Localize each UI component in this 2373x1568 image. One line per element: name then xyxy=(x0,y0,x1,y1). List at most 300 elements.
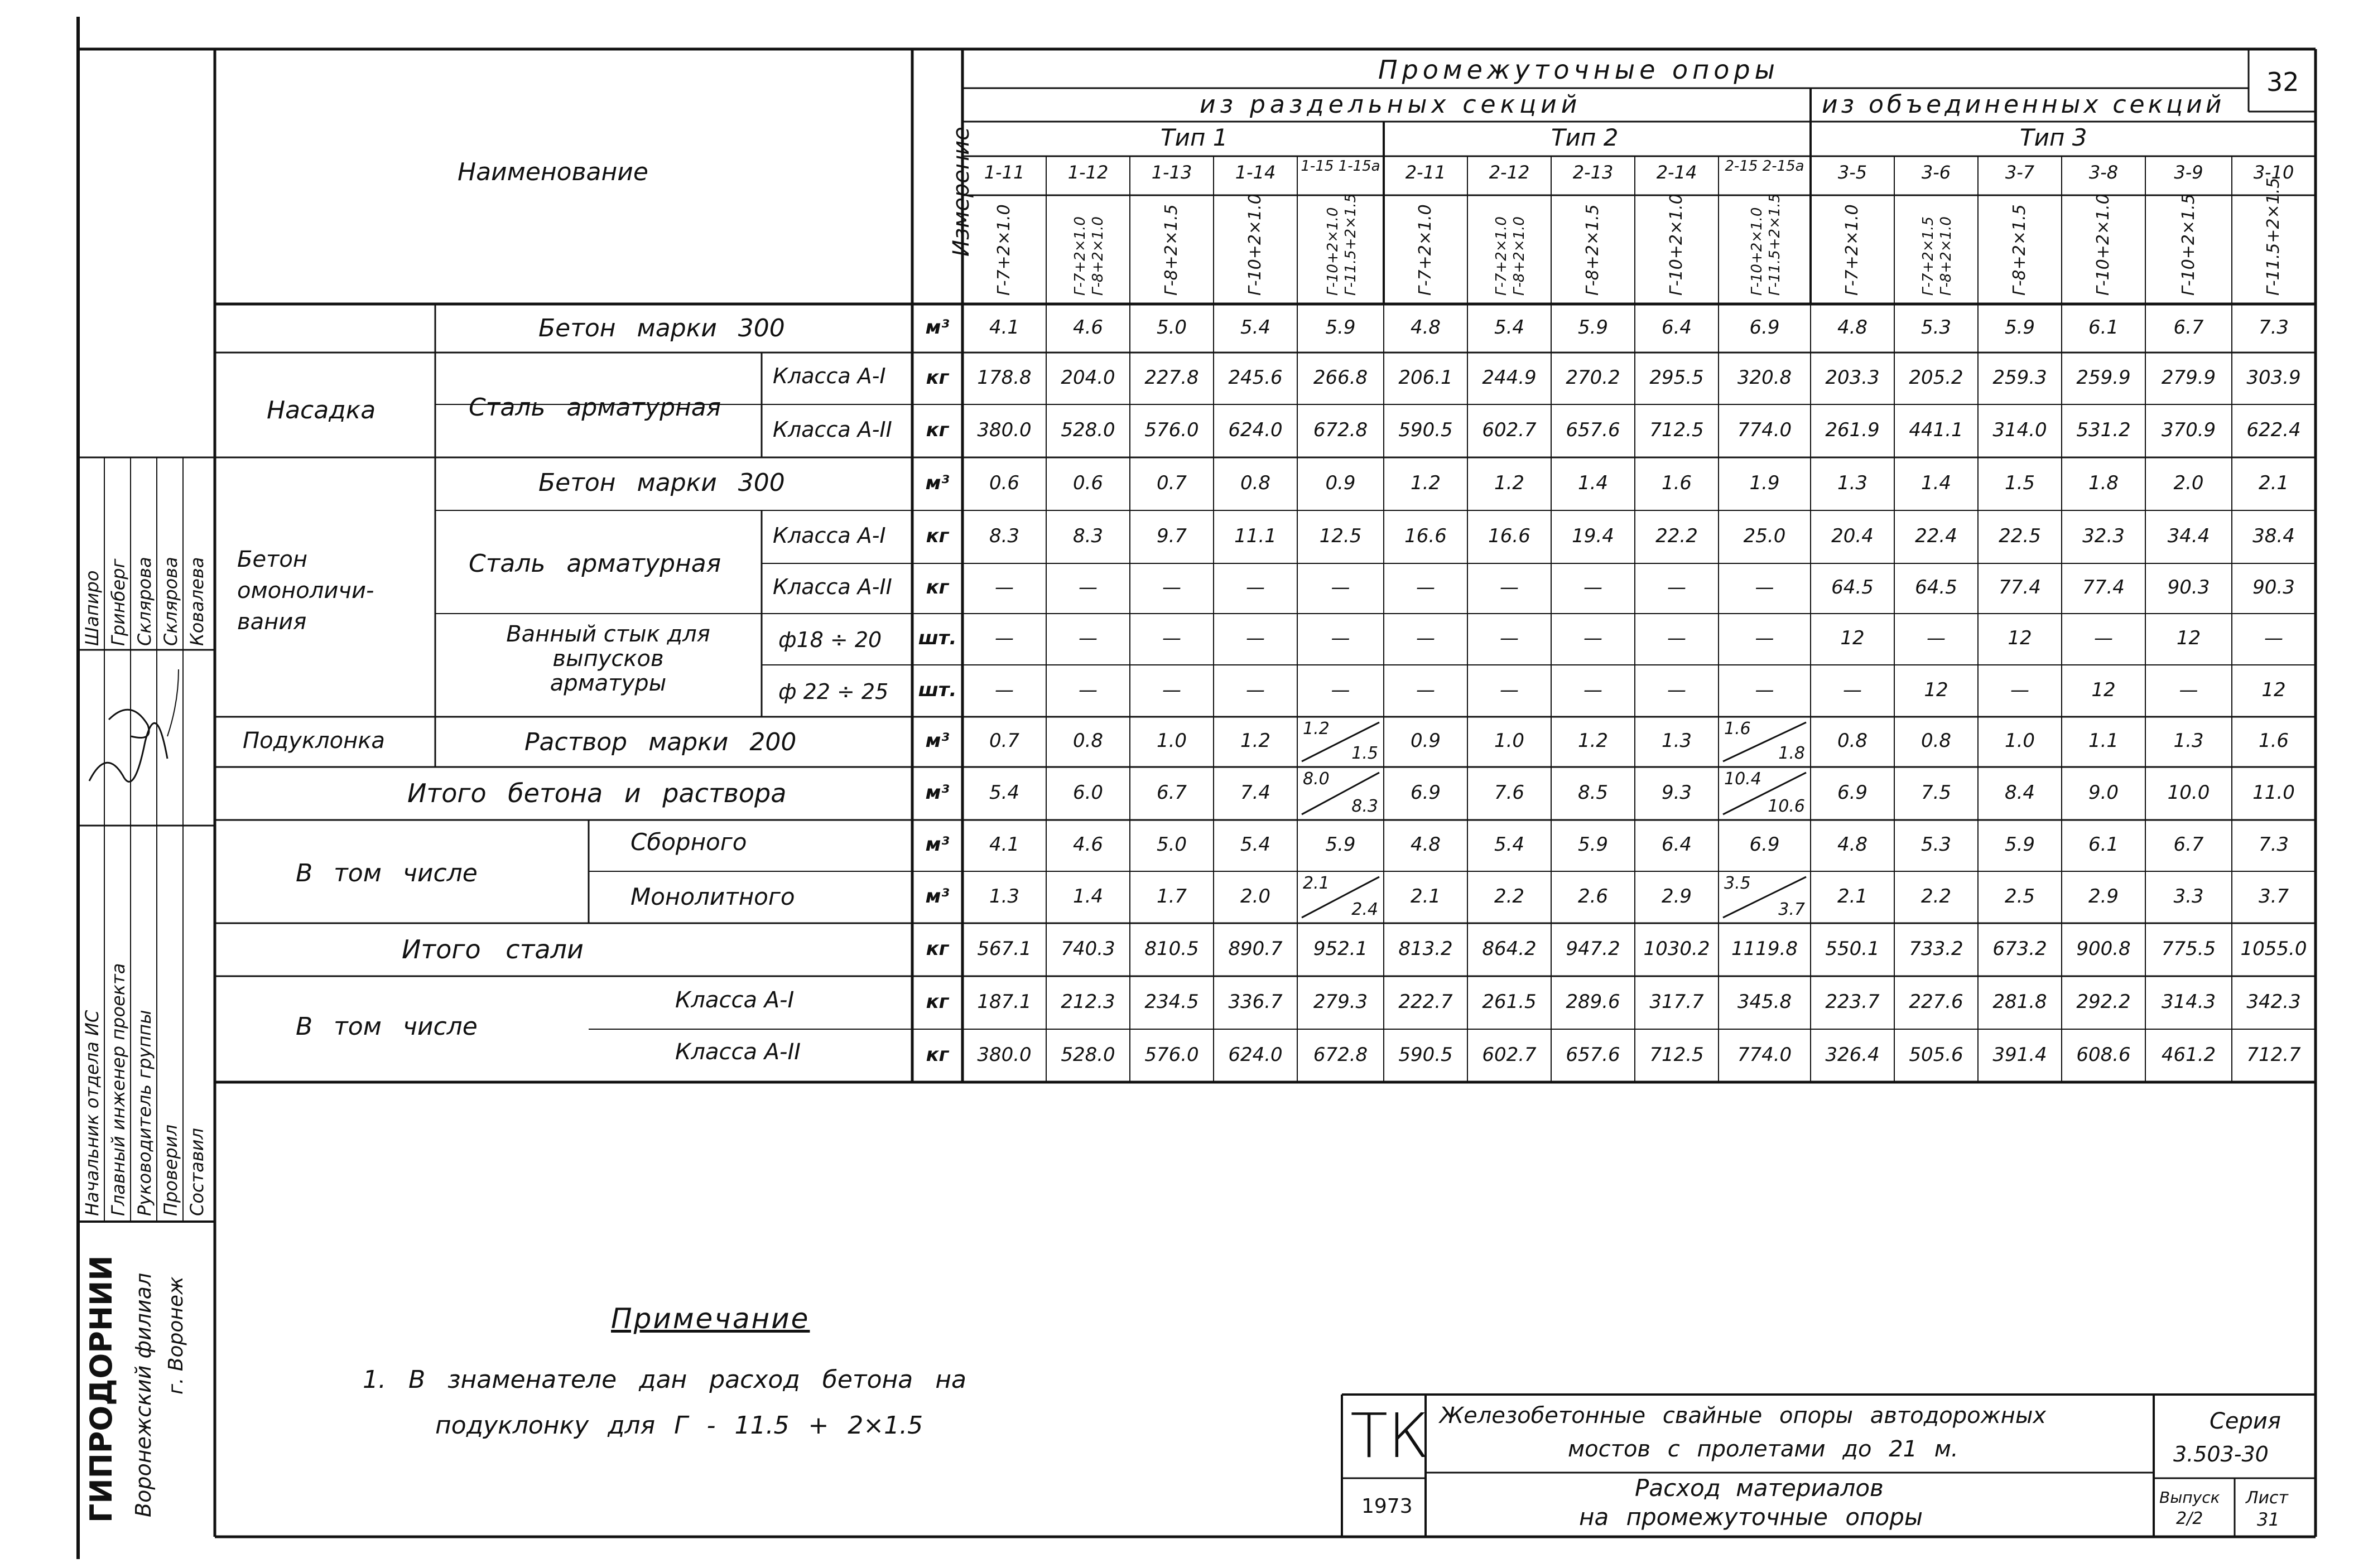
table-cell: 6.4 xyxy=(1661,833,1692,856)
table-cell: 0.8 xyxy=(1837,730,1868,752)
table-cell: 22.2 xyxy=(1655,524,1698,547)
row-unit: кг xyxy=(926,990,949,1013)
column-code: 1-13 xyxy=(1151,162,1192,183)
beton-omon-label: Бетон омоноличи- вания xyxy=(237,547,374,635)
table-cell: 774.0 xyxy=(1737,418,1792,441)
table-cell: 32.3 xyxy=(2082,524,2125,547)
table-cell: 740.3 xyxy=(1061,937,1115,960)
table-cell: 1.7 xyxy=(1156,885,1187,908)
table-cell: 7.3 xyxy=(2258,833,2289,856)
table-cell: 712.5 xyxy=(1649,418,1704,441)
table-cell: 1.0 xyxy=(2004,730,2035,752)
group-combined-header: из объединенных секций xyxy=(1822,90,2225,119)
table-cell: 2.0 xyxy=(1240,885,1271,908)
table-cell: 370.9 xyxy=(2161,418,2216,441)
table-cell: — xyxy=(995,678,1014,701)
unit-column-header: Измерение xyxy=(949,127,974,257)
table-cell: 289.6 xyxy=(1566,990,1620,1013)
table-cell: 712.5 xyxy=(1649,1043,1704,1066)
table-cell: — xyxy=(1583,627,1602,649)
table-cell: 5.0 xyxy=(1156,833,1187,856)
fraction-denominator: 3.7 xyxy=(1778,900,1805,919)
sheet-value: 31 xyxy=(2257,1509,2280,1530)
table-cell: 2.0 xyxy=(2173,471,2204,494)
column-code: 2-12 xyxy=(1489,162,1530,183)
table-cell: 590.5 xyxy=(1398,1043,1453,1066)
podukl-label: Подуклонка xyxy=(243,728,385,754)
title-desc-1: Железобетонные свайные опоры автодорожных xyxy=(1440,1403,2047,1429)
table-cell: 12 xyxy=(2261,678,2286,701)
table-cell: 90.3 xyxy=(2252,576,2295,599)
table-cell: — xyxy=(1079,576,1098,599)
column-code: 2-14 xyxy=(1656,162,1697,183)
table-cell: 6.7 xyxy=(2173,316,2204,339)
table-cell: 16.6 xyxy=(1488,524,1530,547)
column-mark: Г-11.5+2×1.5 xyxy=(2264,177,2283,296)
table-cell: 0.8 xyxy=(1240,471,1271,494)
column-mark: Г-7+2×1.0 xyxy=(1842,204,1862,296)
table-cell: — xyxy=(1416,678,1435,701)
table-cell: 602.7 xyxy=(1482,418,1537,441)
fraction-denominator: 1.8 xyxy=(1778,744,1805,763)
table-cell: 2.6 xyxy=(1577,885,1609,908)
column-mark: Г-7+2×1.0 Г-8+2×1.0 xyxy=(1072,216,1106,296)
table-cell: 206.1 xyxy=(1398,366,1453,389)
table-cell: 622.4 xyxy=(2246,418,2301,441)
table-cell: — xyxy=(1667,678,1686,701)
sheet-number: 32 xyxy=(2266,67,2299,97)
table-cell: 0.8 xyxy=(1920,730,1952,752)
table-cell: — xyxy=(1162,678,1181,701)
table-cell: 813.2 xyxy=(1398,937,1453,960)
table-cell: — xyxy=(1927,627,1946,649)
row-unit: кг xyxy=(926,1043,949,1066)
table-cell: 712.7 xyxy=(2246,1043,2301,1066)
table-cell: 2.2 xyxy=(1494,885,1525,908)
table-cell: 1.0 xyxy=(1156,730,1187,752)
column-mark: Г-10+2×1.0 xyxy=(2093,194,2113,296)
org-name: ГИПРОДОРНИИ xyxy=(84,1255,119,1523)
table-cell: 6.9 xyxy=(1749,833,1780,856)
column-mark: Г-8+2×1.5 xyxy=(1162,204,1181,296)
v-tom-chisle-label-2: В том числе xyxy=(296,1012,478,1041)
table-cell: 380.0 xyxy=(977,418,1032,441)
table-cell: 342.3 xyxy=(2246,990,2301,1013)
table-cell: 19.4 xyxy=(1572,524,1614,547)
group-main-header: Промежуточные опоры xyxy=(1378,55,1779,85)
table-cell: 1.5 xyxy=(2004,471,2035,494)
table-cell: 2.2 xyxy=(1920,885,1952,908)
table-cell: 270.2 xyxy=(1566,366,1620,389)
table-cell: 550.1 xyxy=(1825,937,1880,960)
table-cell: 259.3 xyxy=(1992,366,2047,389)
table-cell: 1.6 xyxy=(2258,730,2289,752)
table-cell: 1.4 xyxy=(1577,471,1609,494)
table-cell: 1.2 xyxy=(1494,471,1525,494)
title-desc-2: мостов с пролетами до 21 м. xyxy=(1568,1436,1958,1462)
table-cell: — xyxy=(2094,627,2113,649)
table-cell: — xyxy=(1500,678,1519,701)
table-cell: 320.8 xyxy=(1737,366,1792,389)
row-unit: шт. xyxy=(918,678,957,701)
table-cell: 8.3 xyxy=(989,524,1020,547)
table-cell: 4.8 xyxy=(1410,316,1441,339)
table-cell: 1.8 xyxy=(2088,471,2119,494)
table-cell: 4.8 xyxy=(1410,833,1441,856)
table-cell: 0.7 xyxy=(989,730,1020,752)
table-cell: 178.8 xyxy=(977,366,1032,389)
type3-header: Тип 3 xyxy=(2020,124,2087,151)
column-code: 3-9 xyxy=(2174,162,2203,183)
monolit-label: Монолитного xyxy=(630,883,795,910)
table-cell: 1.3 xyxy=(989,885,1020,908)
table-cell: 6.9 xyxy=(1749,316,1780,339)
issue-label: Выпуск xyxy=(2159,1488,2220,1507)
class-a1-label-3: Класса А-I xyxy=(675,987,795,1013)
table-cell: 5.4 xyxy=(1240,833,1271,856)
column-code: 1-12 xyxy=(1067,162,1109,183)
beton300-label-1: Бетон марки 300 xyxy=(538,314,785,342)
class-a2-label-2: Класса А-II xyxy=(773,575,892,599)
table-cell: 947.2 xyxy=(1566,937,1620,960)
stamp-name: Склярова xyxy=(160,557,181,646)
column-mark: Г-8+2×1.5 xyxy=(2010,204,2029,296)
table-cell: — xyxy=(1162,576,1181,599)
row-unit: кг xyxy=(926,937,949,960)
table-cell: 1.1 xyxy=(2088,730,2119,752)
table-cell: 528.0 xyxy=(1061,418,1115,441)
table-cell: — xyxy=(1079,678,1098,701)
table-cell: 9.7 xyxy=(1156,524,1187,547)
table-cell: 12 xyxy=(1840,627,1865,649)
table-cell: 810.5 xyxy=(1144,937,1199,960)
table-cell: 22.5 xyxy=(1999,524,2041,547)
type2-header: Тип 2 xyxy=(1551,124,1619,151)
beton300-label-2: Бетон марки 300 xyxy=(538,469,785,497)
table-cell: 6.7 xyxy=(2173,833,2204,856)
table-cell: 4.6 xyxy=(1072,833,1104,856)
table-cell: 576.0 xyxy=(1144,1043,1199,1066)
row-unit: кг xyxy=(926,576,949,599)
column-code: 1-11 xyxy=(984,162,1025,183)
column-mark: Г-7+2×1.5 Г-8+2×1.0 xyxy=(1920,216,1955,296)
fraction-numerator: 1.6 xyxy=(1724,719,1751,739)
table-cell: — xyxy=(2264,627,2283,649)
table-cell: 624.0 xyxy=(1228,1043,1283,1066)
table-cell: 1.3 xyxy=(2173,730,2204,752)
vanny-styk-label: Ванный стык для выпусков арматуры xyxy=(506,621,710,696)
table-cell: 4.1 xyxy=(989,316,1020,339)
table-cell: 2.1 xyxy=(1410,885,1441,908)
table-cell: 205.2 xyxy=(1909,366,1963,389)
table-cell: 0.9 xyxy=(1325,471,1356,494)
table-cell: 6.7 xyxy=(1156,781,1187,804)
table-cell: 204.0 xyxy=(1061,366,1115,389)
table-cell: 261.5 xyxy=(1482,990,1537,1013)
table-cell: 8.3 xyxy=(1072,524,1104,547)
table-cell: 12 xyxy=(2091,678,2116,701)
column-code: 3-6 xyxy=(1921,162,1951,183)
column-code: 3-5 xyxy=(1837,162,1867,183)
table-cell: 314.0 xyxy=(1992,418,2047,441)
table-cell: 5.9 xyxy=(1325,833,1356,856)
stal-label-1: Сталь арматурная xyxy=(469,393,721,422)
table-cell: — xyxy=(1162,627,1181,649)
table-cell: — xyxy=(1843,678,1862,701)
table-cell: — xyxy=(1500,627,1519,649)
row-unit: м³ xyxy=(925,730,950,752)
table-cell: 314.3 xyxy=(2161,990,2216,1013)
table-cell: 531.2 xyxy=(2076,418,2131,441)
column-mark: Г-7+2×1.0 xyxy=(994,204,1014,296)
table-cell: 2.1 xyxy=(1837,885,1868,908)
table-cell: 6.1 xyxy=(2088,316,2119,339)
fraction-denominator: 2.4 xyxy=(1351,900,1378,919)
table-cell: 2.1 xyxy=(2258,471,2289,494)
row-unit: кг xyxy=(926,524,949,547)
row-unit: м³ xyxy=(925,833,950,856)
table-cell: 6.9 xyxy=(1410,781,1441,804)
column-code: 3-7 xyxy=(2005,162,2035,183)
table-cell: 4.1 xyxy=(989,833,1020,856)
table-cell: 212.3 xyxy=(1061,990,1115,1013)
table-cell: 3.7 xyxy=(2258,885,2289,908)
stamp-role: Проверил xyxy=(160,1124,181,1216)
org-branch: Воронежский филиал xyxy=(131,1272,156,1517)
series-label: Серия xyxy=(2210,1408,2281,1434)
title-desc-4: на промежуточные опоры xyxy=(1579,1503,1923,1531)
table-cell: 187.1 xyxy=(977,990,1032,1013)
row-unit: м³ xyxy=(925,781,950,804)
table-cell: 2.9 xyxy=(1661,885,1692,908)
column-code: 2-11 xyxy=(1405,162,1446,183)
column-code: 1-15 1-15а xyxy=(1301,158,1380,175)
table-cell: — xyxy=(1246,678,1265,701)
table-cell: 7.5 xyxy=(1920,781,1952,804)
table-cell: 3.3 xyxy=(2173,885,2204,908)
fraction-denominator: 1.5 xyxy=(1351,744,1378,763)
table-cell: 25.0 xyxy=(1743,524,1786,547)
table-cell: 6.4 xyxy=(1661,316,1692,339)
table-cell: 441.1 xyxy=(1909,418,1963,441)
table-cell: 0.6 xyxy=(989,471,1020,494)
fraction-numerator: 1.2 xyxy=(1303,719,1330,739)
column-mark: Г-7+2×1.0 xyxy=(1416,204,1435,296)
table-cell: 1.9 xyxy=(1749,471,1780,494)
table-cell: 1055.0 xyxy=(2240,937,2307,960)
sheet-label: Лист xyxy=(2246,1488,2289,1508)
stamp-role: Составил xyxy=(186,1128,208,1216)
table-cell: 5.9 xyxy=(1577,833,1609,856)
table-cell: 12 xyxy=(1924,678,1948,701)
table-cell: 279.3 xyxy=(1313,990,1368,1013)
table-cell: 672.8 xyxy=(1313,418,1368,441)
type1-header: Тип 1 xyxy=(1161,124,1228,151)
table-cell: — xyxy=(995,627,1014,649)
table-cell: 4.8 xyxy=(1837,316,1868,339)
table-cell: 4.6 xyxy=(1072,316,1104,339)
table-cell: 77.4 xyxy=(1999,576,2041,599)
table-cell: 34.4 xyxy=(2167,524,2210,547)
table-cell: 7.6 xyxy=(1494,781,1525,804)
column-mark: Г-10+2×1.0 Г-11.5+2×1.5 xyxy=(1748,193,1783,296)
table-cell: 2.5 xyxy=(2004,885,2035,908)
table-cell: 774.0 xyxy=(1737,1043,1792,1066)
table-cell: — xyxy=(1755,576,1774,599)
table-cell: 6.9 xyxy=(1837,781,1868,804)
v-tom-chisle-label-1: В том числе xyxy=(296,859,478,887)
table-cell: 266.8 xyxy=(1313,366,1368,389)
table-cell: 391.4 xyxy=(1992,1043,2047,1066)
table-cell: — xyxy=(1416,627,1435,649)
table-cell: 900.8 xyxy=(2076,937,2131,960)
fraction-numerator: 10.4 xyxy=(1724,769,1761,789)
table-cell: — xyxy=(1079,627,1098,649)
org-city: г. Воронеж xyxy=(165,1276,187,1395)
table-cell: 0.7 xyxy=(1156,471,1187,494)
note-line-2: подуклонку для Г - 11.5 + 2×1.5 xyxy=(435,1411,923,1440)
table-cell: 5.4 xyxy=(1494,833,1525,856)
table-cell: 733.2 xyxy=(1909,937,1963,960)
table-cell: 1.4 xyxy=(1072,885,1104,908)
table-cell: 8.5 xyxy=(1577,781,1609,804)
table-cell: 528.0 xyxy=(1061,1043,1115,1066)
table-cell: 295.5 xyxy=(1649,366,1704,389)
fraction-numerator: 8.0 xyxy=(1303,769,1330,789)
fraction-denominator: 10.6 xyxy=(1768,797,1805,816)
row-unit: м³ xyxy=(925,316,950,339)
itogo-beton-label: Итого бетона и раствора xyxy=(407,778,787,808)
table-cell: 1030.2 xyxy=(1643,937,1710,960)
table-cell: 461.2 xyxy=(2161,1043,2216,1066)
table-cell: 5.4 xyxy=(1494,316,1525,339)
table-cell: — xyxy=(1500,576,1519,599)
table-cell: 336.7 xyxy=(1228,990,1283,1013)
row-unit: кг xyxy=(926,366,949,389)
table-cell: 5.3 xyxy=(1920,833,1952,856)
table-cell: — xyxy=(1755,627,1774,649)
class-a2-label-3: Класса А-II xyxy=(675,1039,801,1065)
row-unit: м³ xyxy=(925,471,950,494)
name-column-header: Наименование xyxy=(458,158,648,186)
table-cell: — xyxy=(2179,678,2198,701)
table-cell: 624.0 xyxy=(1228,418,1283,441)
table-cell: 7.3 xyxy=(2258,316,2289,339)
stamp-role: Руководитель группы xyxy=(134,1010,155,1216)
table-cell: 864.2 xyxy=(1482,937,1537,960)
table-cell: — xyxy=(1667,576,1686,599)
sbornogo-label: Сборного xyxy=(630,828,747,856)
class-a1-label-1: Класса А-I xyxy=(773,364,886,388)
table-cell: 0.8 xyxy=(1072,730,1104,752)
itogo-stali-label: Итого стали xyxy=(402,934,584,964)
table-cell: 16.6 xyxy=(1404,524,1447,547)
stamp-role: Начальник отдела ИС xyxy=(81,1010,103,1216)
table-cell: 576.0 xyxy=(1144,418,1199,441)
table-cell: 1.4 xyxy=(1920,471,1952,494)
fraction-numerator: 3.5 xyxy=(1724,874,1751,893)
title-year: 1973 xyxy=(1361,1495,1413,1518)
issue-value: 2/2 xyxy=(2176,1509,2203,1528)
table-cell: 7.4 xyxy=(1240,781,1271,804)
d18-label: ф18 ÷ 20 xyxy=(778,628,882,652)
table-cell: 672.8 xyxy=(1313,1043,1368,1066)
table-cell: 673.2 xyxy=(1992,937,2047,960)
table-cell: 5.3 xyxy=(1920,316,1952,339)
table-cell: 1.3 xyxy=(1661,730,1692,752)
table-cell: 90.3 xyxy=(2167,576,2210,599)
column-code: 2-15 2-15а xyxy=(1725,158,1804,175)
column-mark: Г-10+2×1.0 xyxy=(1667,194,1686,296)
group-separate-header: из раздельных секций xyxy=(1200,90,1582,119)
table-cell: 1119.8 xyxy=(1731,937,1798,960)
note-line-1: 1. В знаменателе дан расход бетона на xyxy=(363,1366,966,1394)
table-cell: 9.3 xyxy=(1661,781,1692,804)
table-cell: 0.9 xyxy=(1410,730,1441,752)
table-cell: 890.7 xyxy=(1228,937,1283,960)
column-code: 1-14 xyxy=(1235,162,1276,183)
table-cell: 5.9 xyxy=(2004,833,2035,856)
table-cell: 657.6 xyxy=(1566,1043,1620,1066)
table-cell: 281.8 xyxy=(1992,990,2047,1013)
table-cell: 567.1 xyxy=(977,937,1032,960)
table-cell: 279.9 xyxy=(2161,366,2216,389)
table-cell: 227.8 xyxy=(1144,366,1199,389)
row-unit: м³ xyxy=(925,885,950,908)
table-cell: 317.7 xyxy=(1649,990,1704,1013)
table-cell: 203.3 xyxy=(1825,366,1880,389)
table-cell: 775.5 xyxy=(2161,937,2216,960)
column-mark: Г-10+2×1.0 Г-11.5+2×1.5 xyxy=(1324,193,1359,296)
table-cell: 292.2 xyxy=(2076,990,2131,1013)
table-cell: 2.9 xyxy=(2088,885,2119,908)
table-cell: 608.6 xyxy=(2076,1043,2131,1066)
table-cell: — xyxy=(2010,678,2029,701)
stamp-name: Ковалева xyxy=(186,557,208,646)
table-cell: 227.6 xyxy=(1909,990,1963,1013)
table-cell: 1.2 xyxy=(1577,730,1609,752)
table-cell: 234.5 xyxy=(1144,990,1199,1013)
table-cell: — xyxy=(1416,576,1435,599)
table-cell: 244.9 xyxy=(1482,366,1537,389)
table-cell: 1.0 xyxy=(1494,730,1525,752)
table-cell: 11.0 xyxy=(2252,781,2295,804)
table-cell: 4.8 xyxy=(1837,833,1868,856)
stamp-name: Шапиро xyxy=(81,570,103,646)
table-cell: 261.9 xyxy=(1825,418,1880,441)
series-value: 3.503-30 xyxy=(2173,1442,2269,1466)
table-cell: 77.4 xyxy=(2082,576,2125,599)
table-cell: 5.4 xyxy=(989,781,1020,804)
row-unit: шт. xyxy=(918,627,957,649)
title-desc-3: Расход материалов xyxy=(1635,1474,1884,1502)
table-cell: 590.5 xyxy=(1398,418,1453,441)
table-cell: 222.7 xyxy=(1398,990,1453,1013)
table-cell: 9.0 xyxy=(2088,781,2119,804)
table-cell: 6.1 xyxy=(2088,833,2119,856)
fraction-denominator: 8.3 xyxy=(1351,797,1378,816)
column-mark: Г-7+2×1.0 Г-8+2×1.0 xyxy=(1493,216,1528,296)
table-cell: 259.9 xyxy=(2076,366,2131,389)
column-code: 3-10 xyxy=(2253,162,2294,183)
table-cell: 245.6 xyxy=(1228,366,1283,389)
nasadka-label: Насадка xyxy=(267,396,376,424)
table-cell: 5.0 xyxy=(1156,316,1187,339)
table-cell: 602.7 xyxy=(1482,1043,1537,1066)
table-cell: — xyxy=(1583,678,1602,701)
table-cell: — xyxy=(1755,678,1774,701)
table-cell: 8.4 xyxy=(2004,781,2035,804)
